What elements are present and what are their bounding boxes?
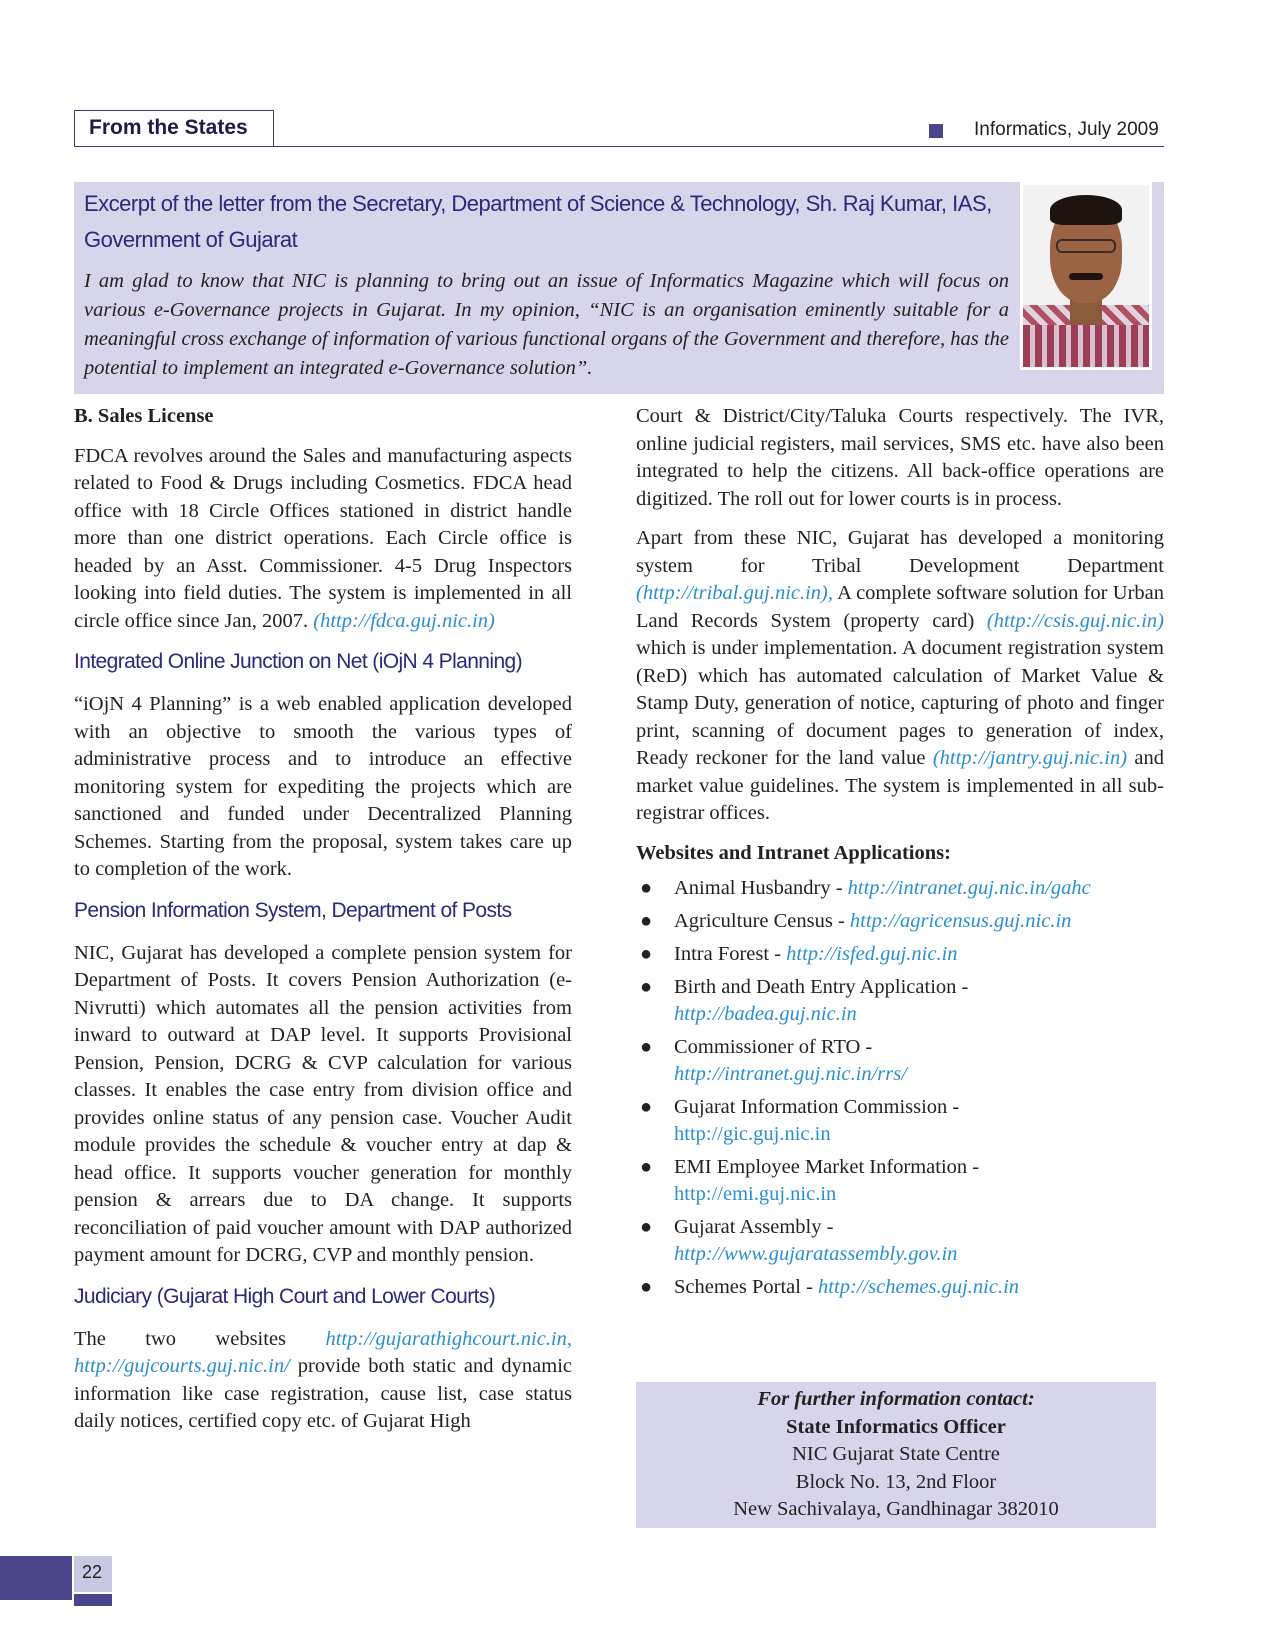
site-link[interactable]: http://isfed.guj.nic.in [786,943,958,965]
section-label: From the States [74,110,274,147]
tribal-paragraph [636,525,1164,828]
bullet-icon: ● [640,877,653,899]
sites-heading: Websites and Intranet Applications: [636,841,951,864]
site-label: Animal Husbandry - [674,877,848,899]
site-label: Birth and Death Entry Application - [674,976,969,998]
gujcourts-link[interactable]: http://gujcourts.guj.nic.in/ [74,1355,290,1377]
sales-paragraph [74,443,572,636]
site-label: Intra Forest - [674,943,787,965]
footer-underbar [74,1594,112,1606]
contact-line3: NIC Gujarat State Centre [792,1443,1000,1465]
site-label: Gujarat Information Commission - [674,1096,960,1118]
site-link[interactable]: http://schemes.guj.nic.in [818,1276,1020,1298]
fdca-link[interactable]: (http://fdca.guj.nic.in) [313,609,495,632]
contact-box [636,1382,1156,1528]
judiciary-pre: The two websites [74,1327,326,1350]
sites-list [636,875,1164,1301]
site-link[interactable]: http://badea.guj.nic.in [674,1003,857,1025]
bullet-icon: ● [640,1036,653,1058]
highcourt-link[interactable]: http://gujarathighcourt.nic.in, [325,1327,572,1350]
iojn-heading: Integrated Online Junction on Net (iOjN 4 Planning) [74,650,523,673]
tribal-post: and market value guidelines. The system is implemented in all sub-registrar offices. [636,747,1164,824]
excerpt-title [84,186,1004,258]
site-list-item [636,1214,1164,1268]
bullet-icon: ● [640,910,653,932]
bullet-icon: ● [640,943,653,965]
site-label: Agriculture Census - [674,910,850,932]
sales-text: FDCA revolves around the Sales and manufacturing aspects related to Food & Drugs including Cosmetics. FDCA head office with 18 Circle Offices stationed in district handle more than one district operations. Each Circle office is headed by an Asst. Commissioner. 4-5 Drug Inspectors looking into field duties. The system is implemented in all circle office since Jan, 2007. [74,444,572,632]
judiciary-paragraph [74,1326,572,1436]
site-link[interactable]: http://intranet.guj.nic.in/gahc [847,877,1091,899]
judiciary-post: provide both static and dynamic information like case registration, cause list, case status daily notices, certified copy etc. of Gujarat High [74,1355,572,1432]
excerpt-box [74,182,1164,394]
excerpt-quote: I am glad to know that NIC is planning to bring out an issue of Informatics Magazine which will focus on various e-Governance projects in Gujarat. In my opinion, “NIC is an organisation eminently suitable for a meaningful cross exchange of information of various functional organs of the Government and therefore, has the potential to implement an integrated e-Governance solution”. [84,270,1009,379]
site-list-item [636,974,1164,1028]
site-label: Schemes Portal - [674,1276,819,1298]
header-square-icon [929,124,943,138]
portrait-photo [1020,182,1152,370]
iojn-paragraph: “iOjN 4 Planning” is a web enabled application developed with an objective to smooth the various types of administrative process and to introduce an effective monitoring system for expediting the projects which are sanctioned and funded under Decentralized Planning Schemes. Starting from the proposal, system takes care up to completion of the work. [74,693,572,880]
contact-line1: For further information contact: [757,1388,1035,1410]
header-rule [74,146,1164,147]
footer-bar [0,1556,72,1600]
pension-paragraph: NIC, Gujarat has developed a complete pension system for Department of Posts. It covers Pension Authorization (e-Nivrutti) which automates all the pension activities from inward to outward at DAP level. It supports Provisional Pension, Pension, DCRG & CVP calculation for various classes. It enables the case entry from division office and provides online status of any pension case. Voucher Audit module provides the schedule & voucher entry at dap & head office. It supports voucher generation for monthly pension & arrears due to DA change. It supports reconciliation of paid voucher amount with DAP authorized payment amount for DCRG, CVP and monthly pension. [74,941,572,1266]
tribal-pre: Apart from these NIC, Gujarat has developed a monitoring system for Tribal Development Department [636,527,1164,577]
bullet-icon: ● [640,1156,653,1178]
csis-link[interactable]: (http://csis.guj.nic.in) [986,609,1164,632]
issue-label: Informatics, July 2009 [974,119,1159,140]
excerpt-title-line1: Excerpt of the letter from the Secretary, Department of Science & Technology, Sh. Raj Kumar, IAS, [84,191,992,216]
jantry-link[interactable]: (http://jantry.guj.nic.in) [932,747,1128,769]
site-list-item [636,875,1164,902]
contact-line2: State Informatics Officer [786,1415,1006,1438]
site-link[interactable]: http://www.gujaratassembly.gov.in [674,1243,958,1265]
site-list-item [636,1034,1164,1088]
site-link[interactable]: http://gic.guj.nic.in [674,1123,831,1145]
tribal-link[interactable]: (http://tribal.guj.nic.in), [636,582,834,604]
judiciary-heading: Judiciary (Gujarat High Court and Lower Courts) [74,1284,496,1308]
site-label: EMI Employee Market Information - [674,1156,980,1178]
site-label: Commissioner of RTO - [674,1036,873,1058]
site-link[interactable]: http://intranet.guj.nic.in/rrs/ [674,1063,907,1085]
page-number: 22 [74,1556,112,1592]
excerpt-title-line2: Government of Gujarat [84,227,298,252]
site-list-item [636,1094,1164,1148]
site-link[interactable]: http://agricensus.guj.nic.in [849,910,1072,932]
bullet-icon: ● [640,976,653,998]
site-list-item [636,1154,1164,1208]
bullet-icon: ● [640,1276,653,1298]
tribal-mid2: which is under implementation. A document registration system (ReD) which has automated calculation of Market Value & Stamp Duty, generation of notice, capturing of photo and finger print, scanning of document pages to generation of index, Ready reckoner for the land value [636,637,1164,769]
courts-paragraph: Court & District/City/Taluka Courts respectively. The IVR, online judicial registers, mail services, SMS etc. have also been integrated to help the citizens. All back-office operations are digitized. The roll out for lower courts is in process. [636,405,1164,510]
site-label: Gujarat Assembly - [674,1216,834,1238]
pension-heading: Pension Information System, Department of Posts [74,898,512,922]
left-column [74,403,572,1448]
contact-line5: New Sachivalaya, Gandhinagar 382010 [733,1498,1059,1520]
site-link[interactable]: http://emi.guj.nic.in [674,1183,837,1205]
tribal-mid: A complete software solution for Urban Land Records System (property card) [636,582,1164,632]
sales-heading: B. Sales License [74,405,214,427]
site-list-item [636,908,1164,935]
site-list-item [636,941,1164,968]
bullet-icon: ● [640,1216,653,1238]
bullet-icon: ● [640,1096,653,1118]
right-column [636,403,1164,1307]
site-list-item [636,1274,1164,1301]
contact-line4: Block No. 13, 2nd Floor [795,1470,997,1493]
